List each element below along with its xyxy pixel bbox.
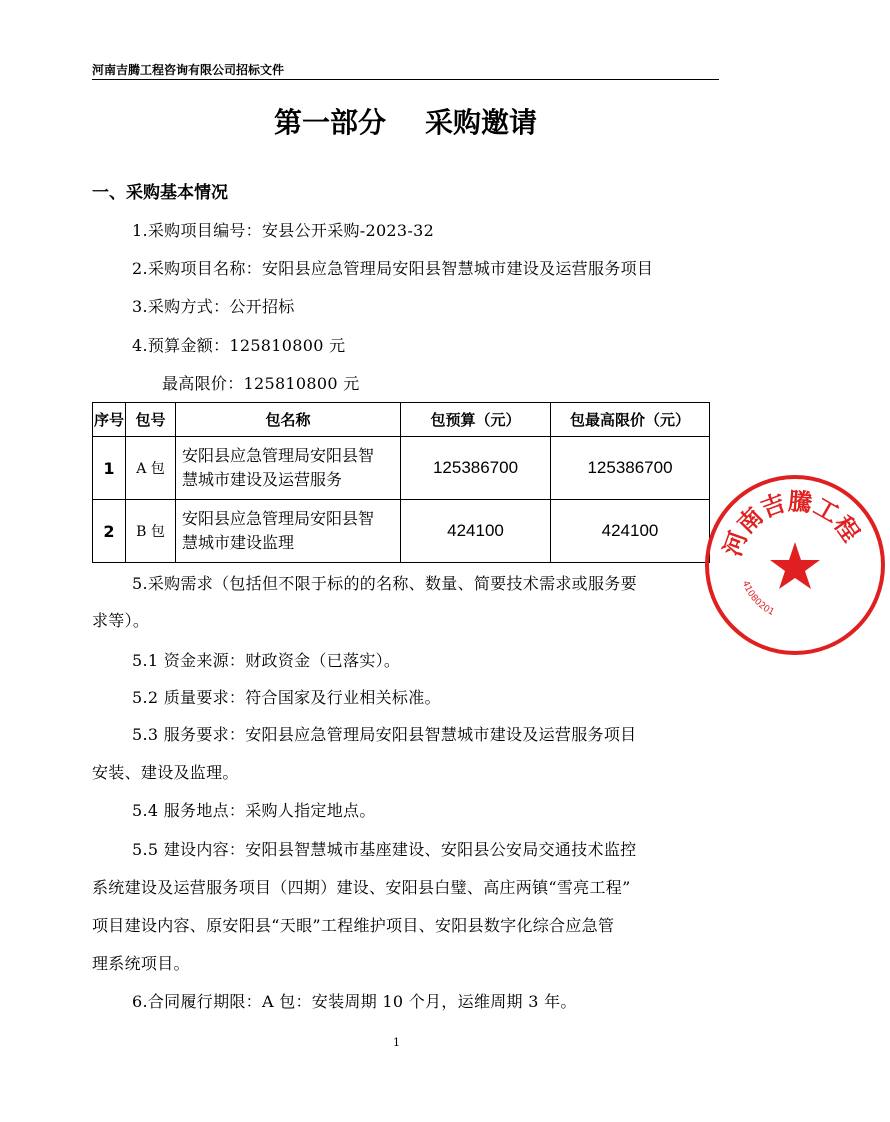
table-header-row — [93, 403, 710, 437]
item-service-requirement: 5.3 服务要求：安阳县应急管理局安阳县智慧城市建设及运营服务项目 — [132, 725, 637, 744]
seal-number-text — [740, 580, 776, 618]
item-construction-content: 5.5 建设内容：安阳县智慧城市基座建设、安阳县公安局交通技术监控 — [132, 840, 637, 859]
row-package-name-line: 慧城市建设监理 — [182, 533, 295, 552]
item-procurement-method: 3.采购方式：公开招标 — [132, 297, 295, 316]
col-header-no: 序号 — [93, 403, 126, 437]
col-header-max-price: 包最高限价（元） — [551, 403, 710, 437]
col-header-package-name: 包名称 — [176, 403, 401, 437]
row-budget: 424100 — [401, 500, 551, 563]
item-service-location: 5.4 服务地点：采购人指定地点。 — [132, 801, 376, 820]
package-table — [92, 402, 710, 563]
seal-star-icon — [770, 542, 820, 589]
item-project-name: 2.采购项目名称：安阳县应急管理局安阳县智慧城市建设及运营服务项目 — [132, 259, 654, 278]
item-quality-requirement: 5.2 质量要求：符合国家及行业相关标准。 — [132, 688, 441, 707]
item-service-requirement-cont: 安装、建设及监理。 — [92, 763, 239, 782]
company-seal — [700, 470, 890, 660]
row-budget: 125386700 — [401, 437, 551, 500]
seal-number-path: 41080201 — [739, 579, 776, 618]
item-construction-content-cont: 理系统项目。 — [92, 954, 190, 973]
row-no: 1 — [93, 437, 126, 500]
item-contract-period: 6.合同履行期限：A 包：安装周期 10 个月，运维周期 3 年。 — [132, 992, 577, 1011]
row-package-name-line: 安阳县应急管理局安阳县智 — [182, 446, 375, 465]
item-construction-content-cont: 系统建设及运营服务项目（四期）建设、安阳县白璧、高庄两镇“雪亮工程” — [92, 878, 631, 897]
header-rule — [92, 79, 719, 80]
row-max-price: 125386700 — [551, 437, 710, 500]
item-procurement-requirement-cont: 求等）。 — [92, 611, 150, 630]
row-package-name-line: 慧城市建设及运营服务 — [182, 470, 343, 489]
document-header: 河南吉腾工程咨询有限公司招标文件 — [92, 63, 285, 77]
row-package: A 包 — [126, 437, 176, 500]
col-header-package: 包号 — [126, 403, 176, 437]
item-procurement-requirement: 5.采购需求（包括但不限于标的的名称、数量、简要技术需求或服务要 — [132, 574, 637, 593]
row-max-price: 424100 — [551, 500, 710, 563]
item-construction-content-cont: 项目建设内容、原安阳县“天眼”工程维护项目、安阳县数字化综合应急管 — [92, 916, 615, 935]
col-header-budget: 包预算（元） — [401, 403, 551, 437]
item-funding-source: 5.1 资金来源：财政资金（已落实）。 — [132, 651, 401, 670]
page-number: 1 — [393, 1036, 400, 1049]
item-project-number: 1.采购项目编号：安县公开采购-2023-32 — [132, 221, 435, 240]
row-package: B 包 — [126, 500, 176, 563]
row-no: 2 — [93, 500, 126, 563]
table-row — [93, 500, 710, 563]
table-row — [93, 437, 710, 500]
item-budget-amount: 4.预算金额：125810800 元 — [132, 336, 346, 355]
page-title: 第一部分 采购邀请 — [274, 106, 537, 139]
item-max-price: 最高限价：125810800 元 — [162, 374, 360, 393]
seal-name-path: 河南吉騰工程 — [718, 487, 865, 560]
row-package-name — [176, 500, 401, 563]
row-package-name — [176, 437, 401, 500]
section-heading-procurement-info: 一、采购基本情况 — [92, 183, 228, 203]
row-package-name-line: 安阳县应急管理局安阳县智 — [182, 509, 375, 528]
